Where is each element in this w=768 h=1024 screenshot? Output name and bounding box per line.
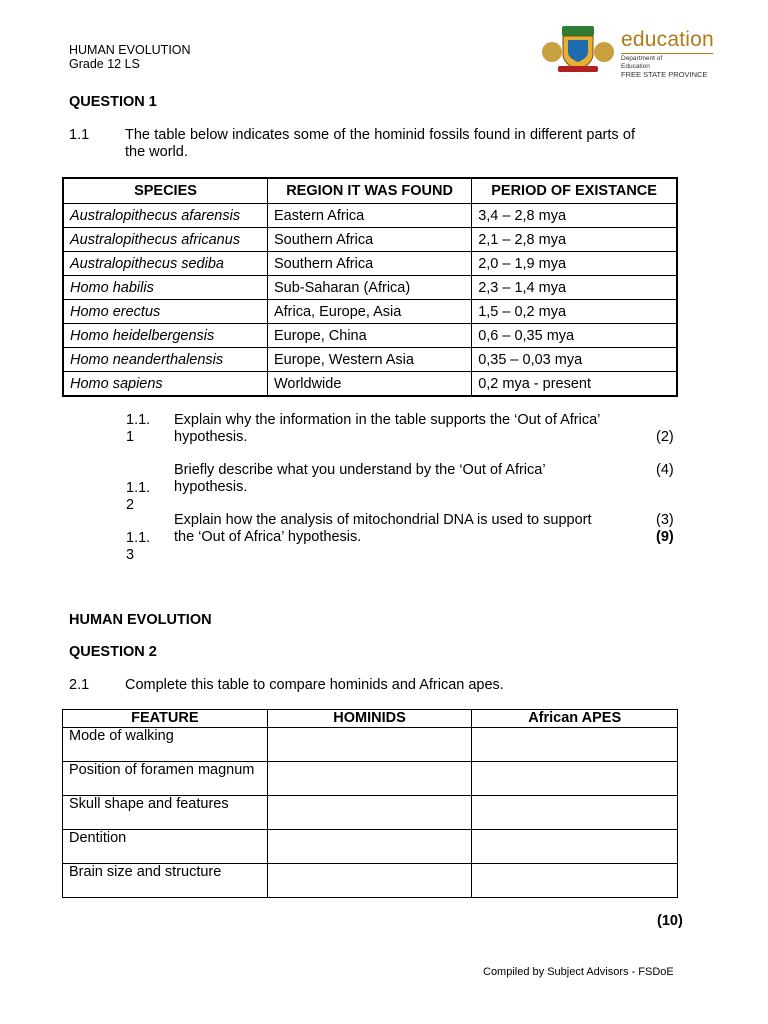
period-cell: 1,5 – 0,2 mya — [472, 300, 677, 324]
q1-1-2-number — [126, 480, 150, 514]
apes-answer-cell[interactable] — [472, 830, 678, 864]
table-row — [63, 796, 678, 830]
col-header-period: PERIOD OF EXISTANCE — [472, 178, 677, 204]
q1-1-3-text-a: Explain how the analysis of mitochondrial DNA is used to support — [174, 512, 592, 528]
feature-cell: Skull shape and features — [63, 796, 268, 830]
q2-number: 2.1 — [69, 677, 90, 693]
table-row — [63, 204, 677, 228]
hominid-fossils-table — [62, 177, 678, 397]
region-cell: Europe, China — [267, 324, 471, 348]
q1-total-marks: (9) — [656, 529, 674, 545]
logo-province: FREE STATE PROVINCE — [621, 70, 708, 79]
q2-intro: Complete this table to compare hominids and African apes. — [125, 677, 504, 693]
q1-intro: The table below indicates some of the hominid fossils found in different parts of the world. — [125, 127, 635, 160]
q1-1-2-num-b: 2 — [126, 497, 135, 513]
table-row — [63, 276, 677, 300]
region-cell: Southern Africa — [267, 228, 471, 252]
feature-cell: Dentition — [63, 830, 268, 864]
q1-number: 1.1 — [69, 127, 90, 143]
period-cell: 0,35 – 0,03 mya — [472, 348, 677, 372]
region-cell: Sub-Saharan (Africa) — [267, 276, 471, 300]
period-cell: 3,4 – 2,8 mya — [472, 204, 677, 228]
q1-1-2-text — [174, 462, 546, 496]
table-row — [63, 228, 677, 252]
q1-1-2-text-a: Briefly describe what you understand by the ‘Out of Africa’ — [174, 462, 546, 478]
species-cell: Homo habilis — [63, 276, 267, 300]
region-cell: Europe, Western Asia — [267, 348, 471, 372]
q1-1-3-marks: (3) — [656, 512, 674, 528]
logo-title: education — [621, 28, 714, 51]
apes-answer-cell[interactable] — [472, 864, 678, 898]
education-logo-text — [621, 28, 714, 79]
q1-1-3-text-b: the ‘Out of Africa’ hypothesis. — [174, 529, 362, 545]
feature-cell: Position of foramen magnum — [63, 762, 268, 796]
apes-answer-cell[interactable] — [472, 762, 678, 796]
table-row — [63, 830, 678, 864]
q1-1-3-text — [174, 512, 592, 546]
q1-1-1-marks: (2) — [656, 429, 674, 445]
q1-1-2-num-a: 1.1. — [126, 480, 151, 496]
region-cell: Eastern Africa — [267, 204, 471, 228]
q2-total-marks: (10) — [657, 913, 683, 929]
q1-1-3-number — [126, 530, 150, 564]
feature-cell: Mode of walking — [63, 728, 268, 762]
hominids-vs-apes-table — [62, 709, 678, 898]
header-grade: Grade 12 LS — [69, 57, 140, 71]
region-cell: Southern Africa — [267, 252, 471, 276]
period-cell: 0,6 – 0,35 mya — [472, 324, 677, 348]
table-row — [63, 372, 677, 397]
table-row — [63, 252, 677, 276]
hominids-answer-cell[interactable] — [267, 864, 472, 898]
table-row — [63, 762, 678, 796]
q1-1-1-text-b: hypothesis. — [174, 429, 248, 445]
question-1-heading: QUESTION 1 — [69, 94, 157, 110]
col-header-species: SPECIES — [63, 178, 267, 204]
period-cell: 0,2 mya - present — [472, 372, 677, 397]
apes-answer-cell[interactable] — [472, 728, 678, 762]
q1-1-1-number — [126, 412, 150, 446]
species-cell: Homo heidelbergensis — [63, 324, 267, 348]
table-row — [63, 348, 677, 372]
question-2-heading: QUESTION 2 — [69, 644, 157, 660]
species-cell: Homo neanderthalensis — [63, 348, 267, 372]
feature-cell: Brain size and structure — [63, 864, 268, 898]
species-cell: Australopithecus afarensis — [63, 204, 267, 228]
region-cell: Africa, Europe, Asia — [267, 300, 471, 324]
q1-1-3-num-a: 1.1. — [126, 530, 151, 546]
species-cell: Australopithecus africanus — [63, 228, 267, 252]
species-cell: Australopithecus sediba — [63, 252, 267, 276]
q1-1-1-text — [174, 412, 600, 446]
species-cell: Homo erectus — [63, 300, 267, 324]
species-cell: Homo sapiens — [63, 372, 267, 397]
col-header-african-apes: African APES — [472, 710, 678, 728]
coat-of-arms-logo — [538, 22, 618, 74]
header-subject: HUMAN EVOLUTION — [69, 43, 191, 57]
logo-dept-line2: Education — [621, 63, 650, 70]
col-header-hominids: HOMINIDS — [267, 710, 472, 728]
hominids-answer-cell[interactable] — [267, 796, 472, 830]
page-footer: Compiled by Subject Advisors - FSDoE — [483, 966, 674, 978]
q1-1-2-text-b: hypothesis. — [174, 479, 248, 495]
table-row — [63, 324, 677, 348]
q1-1-2-marks: (4) — [656, 462, 674, 478]
apes-answer-cell[interactable] — [472, 796, 678, 830]
table-row — [63, 300, 677, 324]
q1-1-1-num-b: 1 — [126, 429, 135, 445]
period-cell: 2,1 – 2,8 mya — [472, 228, 677, 252]
period-cell: 2,0 – 1,9 mya — [472, 252, 677, 276]
q1-1-1-num-a: 1.1. — [126, 412, 151, 428]
table-header-row — [63, 710, 678, 728]
logo-dept-line1: Department of — [621, 55, 663, 62]
table-row — [63, 728, 678, 762]
section-title: HUMAN EVOLUTION — [69, 612, 212, 628]
document-header — [69, 43, 191, 71]
period-cell: 2,3 – 1,4 mya — [472, 276, 677, 300]
table-row — [63, 864, 678, 898]
hominids-answer-cell[interactable] — [267, 728, 472, 762]
q1-1-1-text-a: Explain why the information in the table supports the ‘Out of Africa’ — [174, 412, 601, 428]
table-header-row — [63, 178, 677, 204]
col-header-feature: FEATURE — [63, 710, 268, 728]
hominids-answer-cell[interactable] — [267, 762, 472, 796]
col-header-region: REGION IT WAS FOUND — [267, 178, 471, 204]
q1-1-3-num-b: 3 — [126, 547, 135, 563]
hominids-answer-cell[interactable] — [267, 830, 472, 864]
region-cell: Worldwide — [267, 372, 471, 397]
logo-divider — [621, 53, 713, 54]
